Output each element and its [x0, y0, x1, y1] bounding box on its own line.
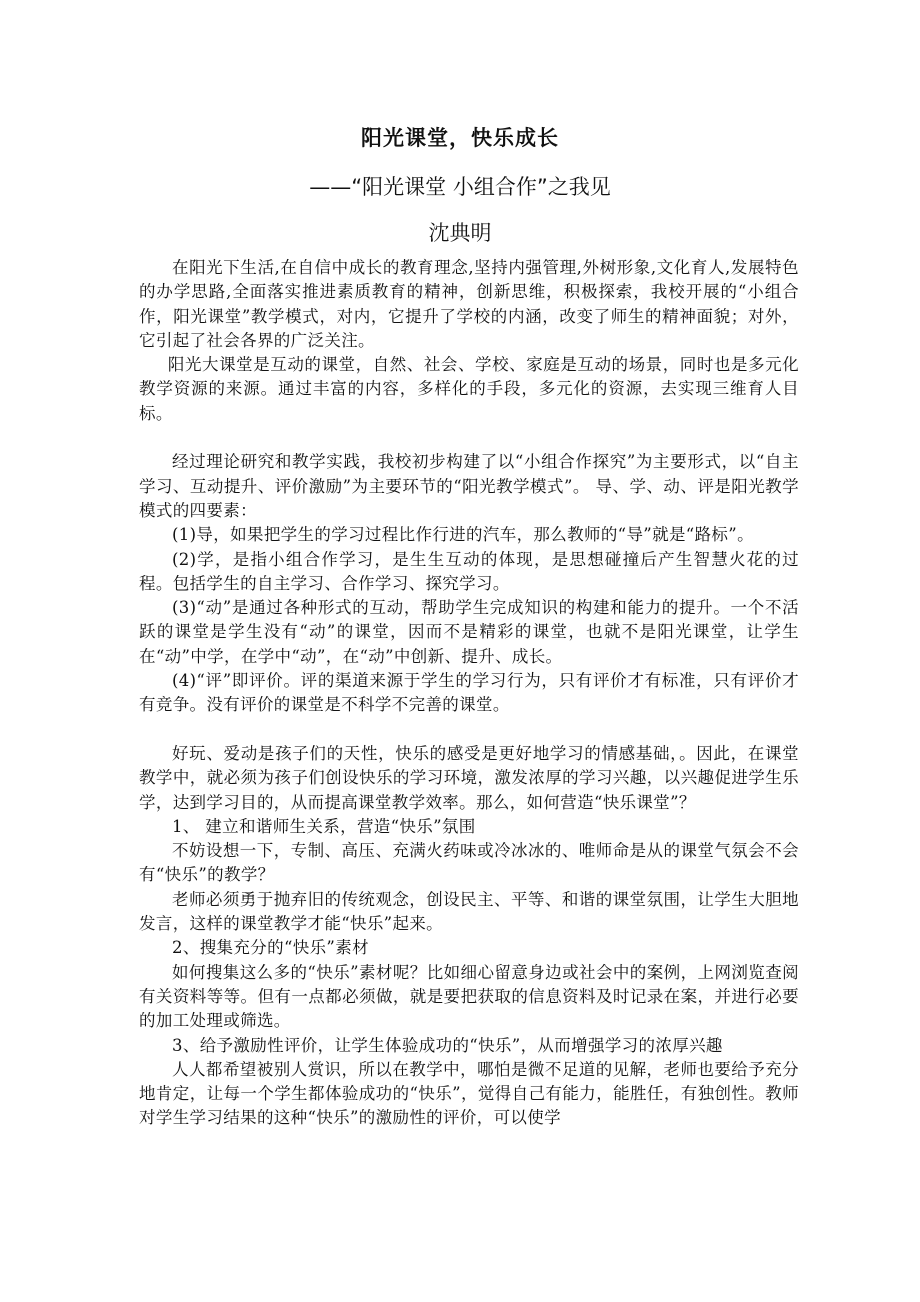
author-name: 沈典明 [428, 221, 492, 245]
paragraph-intro: 在阳光下生活,在自信中成长的教育理念,坚持内强管理,外树形象,文化育人,发展特色的办学思路,全面落实推进素质教育的精神，创新思维，积极探索，我校开展的“小组合作，阳光课堂”教学模式，对内，它提升了学校的内涵，改变了师生的精神面貌；对外，它引起了社会各界的广泛关注。 [139, 258, 799, 350]
paragraph-guide: (1)导，如果把学生的学习过程比作行进的汽车，那么教师的“导”就是“路标”。 [172, 525, 754, 545]
paragraph-appreciation: 人人都希望被别人赏识，所以在教学中，哪怕是微不足道的见解，老师也要给予充分地肯定，让每一个学生都体验成功的“快乐”，觉得自己有能力，能胜任，有独创性。教师对学生学习结果的这种“快乐”的激励性的评价，可以使学 [139, 1059, 799, 1128]
blank-line [139, 426, 799, 450]
paragraph-atmosphere: 不妨设想一下，专制、高压、充满火药味或冷冰冰的、唯师命是从的课堂气氛会不会有“快乐”的教学？ [139, 841, 799, 885]
paragraph-teaching-model: 经过理论研究和教学实践，我校初步构建了以“小组合作探究”为主要形式，以“自主学习、互动提升、评价激励”为主要环节的“阳光教学模式”。 导、学、动、评是阳光教学模式的四要素： [139, 452, 799, 520]
paragraph-evaluate: (4)“评”即评价。评的渠道来源于学生的学习行为，只有评价才有标准，只有评价才有竞争。没有评价的课堂是不科学不完善的课堂。 [139, 671, 799, 715]
paragraph-move: (3)“动”是通过各种形式的互动，帮助学生完成知识的构建和能力的提升。一个不活跃的课堂是学生没有“动”的课堂，因而不是精彩的课堂，也就不是阳光课堂，让学生在“动”中学，在学中“动”，在“动”中创新、提升、成长。 [139, 598, 799, 666]
document-subtitle: ——“阳光课堂 小组合作”之我见 [309, 175, 611, 199]
blank-line [139, 718, 799, 742]
section-heading-2: 2、搜集充分的“快乐”素材 [172, 938, 369, 958]
section-heading-3: 3、给予激励性评价，让学生体验成功的“快乐”，从而增强学习的浓厚兴趣 [172, 1035, 723, 1055]
paragraph-materials: 如何搜集这么多的“快乐”素材呢？比如细心留意身边或社会中的案例，上网浏览查阅有关资料等等。但有一点都必须做，就是要把获取的信息资料及时记录在案，并进行必要的加工处理或筛选。 [139, 962, 799, 1031]
paragraph-interactive-classroom: 阳光大课堂是互动的课堂，自然、社会、学校、家庭是互动的场景，同时也是多元化教学资源的来源。通过丰富的内容，多样化的手段，多元化的资源，去实现三维育人目标。 [139, 355, 799, 423]
document-body [139, 256, 799, 1131]
section-heading-1: 1、 建立和谐师生关系，营造“快乐”氛围 [172, 816, 476, 836]
paragraph-teacher-courage: 老师必须勇于抛弃旧的传统观念，创设民主、平等、和谐的课堂氛围，让学生大胆地发言，这样的课堂教学才能“快乐”起来。 [139, 889, 799, 934]
paragraph-happy-classroom: 好玩、爱动是孩子们的天性，快乐的感受是更好地学习的情感基础，。因此，在课堂教学中，就必须为孩子们创设快乐的学习环境，激发浓厚的学习兴趣，以兴趣促进学生乐学，达到学习目的，从而提高课堂教学效率。那么，如何营造“快乐课堂”？ [139, 743, 799, 812]
document-title: 阳光课堂，快乐成长 [361, 126, 559, 150]
paragraph-learn: (2)学，是指小组合作学习，是生生互动的体现，是思想碰撞后产生智慧火花的过程。包括学生的自主学习、合作学习、探究学习。 [139, 549, 799, 593]
